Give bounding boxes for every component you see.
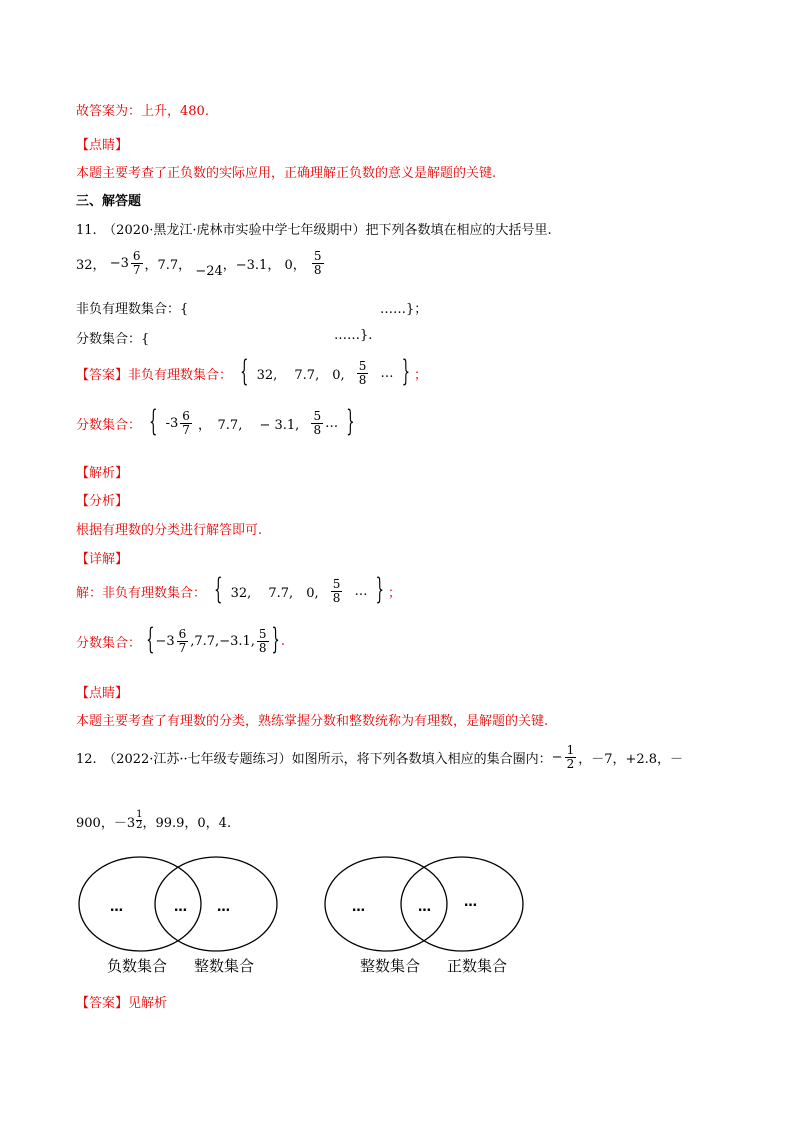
q12-line2-frac: $\frac{1}{2}$ (136, 809, 143, 831)
venn2-left-label: 整数集合 (360, 957, 421, 975)
fenxi-text: 根据有理数的分类进行解答即可. (76, 523, 263, 538)
answer-tag: 【答案】 (76, 367, 129, 383)
answer1-ellipsis: … (380, 365, 394, 381)
right-brace: } (271, 624, 280, 658)
q12-line2-b: ，99.9，0，4. (142, 816, 232, 831)
num-7-7: ，7.7， (144, 257, 192, 273)
xiangjie1-items: 32, 7.7, 0, (230, 585, 319, 601)
answer2-mixed-frac: $\frac{6}{7}$ (182, 409, 190, 437)
num-mixed-frac: $\frac{6}{7}$ (132, 249, 141, 277)
num-neg-24: −24 (195, 263, 223, 279)
q12-stem: 12. （2022·江苏··七年级专题练习）如图所示，将下列各数填入相应的集合圈内： (76, 751, 552, 767)
q12-answer-text: 见解析 (128, 996, 168, 1011)
answer-line: 故答案为：上升，480. (76, 104, 209, 119)
answer1-items: 32, 7.7, 0, (256, 367, 345, 383)
xiangjie2-end: . (280, 633, 285, 649)
xiangjie2-mixed-sign: −3 (155, 633, 175, 649)
q12-line2 (76, 810, 231, 831)
answer1-label: 非负有理数集合： (128, 367, 233, 383)
xiangjie1-label: 解：非负有理数集合： (76, 585, 207, 601)
answer2-mixed-sign: -3 (165, 415, 179, 431)
venn1-left-label: 负数集合 (107, 957, 168, 975)
answer1-frac: $\frac{5}{8}$ (358, 359, 367, 387)
q12-stem-tail: ，－7，+2.8，－ (578, 751, 684, 767)
num-neg-3-1: ，−3.1， (222, 257, 281, 273)
dianjing-text: 本题主要考查了正负数的实际应用，正确理解正负数的意义是解题的关键. (76, 166, 497, 181)
fenxi-tag: 【分析】 (76, 494, 129, 509)
xiangjie1-set (210, 574, 388, 608)
left-brace: { (146, 624, 155, 658)
blank1-end: ……}； (380, 302, 428, 317)
left-brace: { (149, 406, 158, 440)
answer1-line (76, 356, 427, 390)
jiexi-tag: 【解析】 (76, 466, 129, 481)
xiangjie2-frac: $\frac{5}{8}$ (258, 627, 267, 655)
q12-answer-tag: 【答案】 (76, 996, 129, 1011)
venn1-middle-dots: … (174, 900, 187, 915)
answer2-ellipsis: … (325, 415, 339, 431)
q11-stem: 11. （2020·黑龙江·虎林市实验中学七年级期中）把下列各数填在相应的大括号里. (76, 223, 552, 238)
venn2-right-dots: … (464, 895, 477, 910)
venn1-left-dots: … (110, 900, 123, 915)
q12-line2-a: 900，－3 (76, 816, 136, 831)
answer1-end: ； (413, 367, 427, 383)
answer2-set (145, 406, 358, 440)
q12-frac-sign: − (551, 749, 563, 765)
dianjing-tag-2: 【点睛】 (76, 686, 129, 701)
xiangjie1-line (76, 574, 401, 608)
xiangjie2-label: 分数集合： (76, 635, 142, 651)
answer2-items: ， 7.7, − 3.1, (198, 417, 300, 433)
q12-answer-line (76, 992, 167, 1011)
xiangjie-tag: 【详解】 (76, 552, 129, 567)
blank2-end: ……}. (334, 328, 373, 343)
dianjing-text-2: 本题主要考查了有理数的分类，熟练掌握分数和整数统称为有理数，是解题的关键. (76, 714, 549, 729)
num-mixed-sign: −3 (109, 255, 129, 271)
xiangjie2-set (145, 624, 281, 658)
q12-frac: $\frac{1}{2}$ (566, 743, 575, 771)
venn1-right-label: 整数集合 (194, 957, 255, 975)
num-5-8: $\frac{5}{8}$ (313, 249, 322, 277)
venn1-right-dots: … (217, 900, 230, 915)
xiangjie2-mixed-frac: $\frac{6}{7}$ (178, 627, 187, 655)
venn2-right-label: 正数集合 (447, 957, 508, 975)
xiangjie1-ellipsis: … (354, 583, 368, 599)
venn2-middle-dots: … (418, 900, 431, 915)
num-32: 32， (76, 257, 106, 273)
q12-stem-line (76, 744, 683, 770)
q11-numbers (76, 249, 326, 279)
blank1-label: 非负有理数集合：{ (76, 302, 189, 317)
num-0: 0， (284, 257, 306, 273)
answer2-label: 分数集合： (76, 417, 142, 433)
right-brace: } (375, 574, 384, 608)
venn2-left-dots: … (352, 900, 365, 915)
answer2-frac: $\frac{5}{8}$ (313, 409, 322, 437)
xiangjie2-line (76, 624, 285, 658)
right-brace: } (346, 406, 355, 440)
left-brace: { (240, 356, 249, 390)
left-brace: { (214, 574, 223, 608)
answer2-line (76, 406, 359, 440)
right-brace: } (401, 356, 410, 390)
dianjing-tag: 【点睛】 (76, 138, 129, 153)
xiangjie2-items: ,7.7,−3.1, (190, 633, 255, 649)
xiangjie1-end: ； (387, 585, 401, 601)
xiangjie1-frac: $\frac{5}{8}$ (332, 577, 341, 605)
blank2-label: 分数集合：{ (76, 332, 150, 347)
answer1-set (236, 356, 414, 390)
section-title: 三、解答题 (76, 194, 142, 209)
